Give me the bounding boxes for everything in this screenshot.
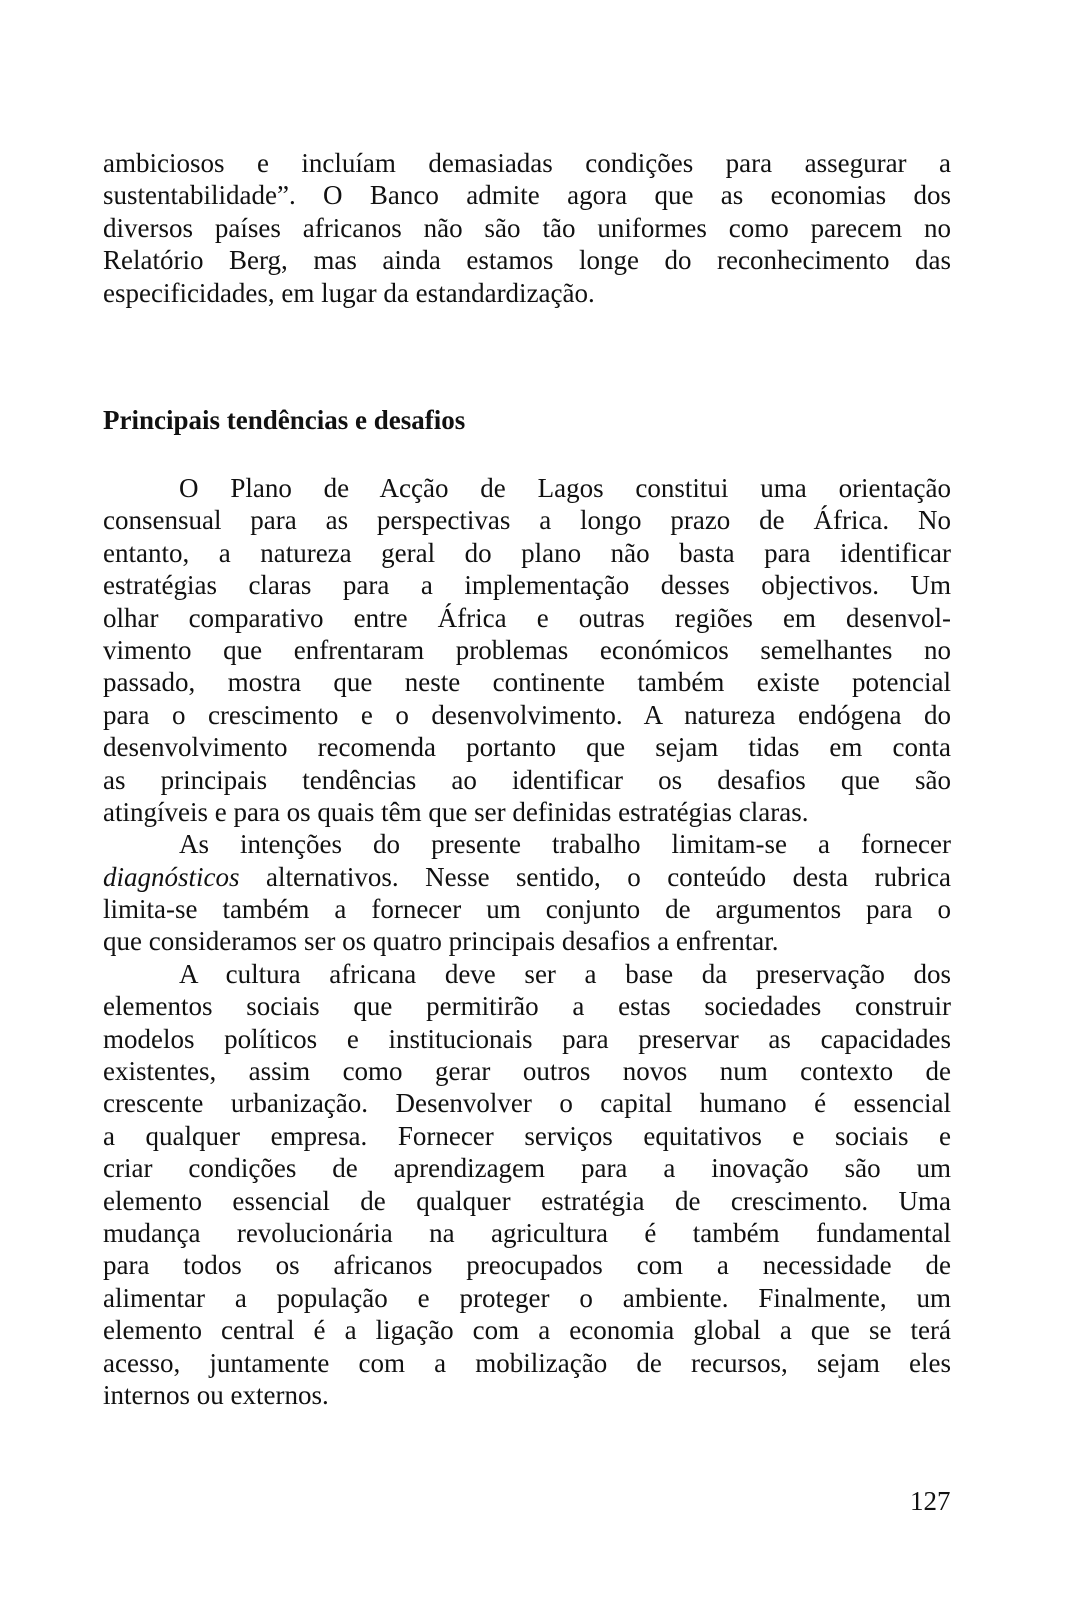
text-line: sustentabilidade”. O Banco admite agora que as economias dos [103, 180, 951, 211]
text-line: internos ou externos. [103, 1379, 329, 1410]
text-line: para todos os africanos preocupados com a necessidade de [103, 1250, 951, 1281]
text-line: as principais tendências ao identificar os desafios que são [103, 764, 951, 795]
page-number: 127 [910, 1486, 951, 1516]
text-line: acesso, juntamente com a mobilização de recursos, sejam eles [103, 1347, 951, 1378]
text-line: diversos países africanos não são tão uniformes como parecem no [103, 212, 951, 243]
body-text [103, 472, 951, 1411]
paragraph [103, 472, 951, 828]
paragraph [103, 958, 951, 1411]
text-line: criar condições de aprendizagem para a inovação são um [103, 1153, 951, 1184]
text-line: olhar comparativo entre África e outras regiões em desenvol- [103, 602, 951, 633]
text-line: elemento essencial de qualquer estratégia de crescimento. Uma [103, 1185, 951, 1216]
text-line: elementos sociais que permitirão a estas sociedades construir [103, 991, 951, 1022]
text-line: Relatório Berg, mas ainda estamos longe do reconhecimento das [103, 245, 951, 276]
text-line: a qualquer empresa. Fornecer serviços equitativos e sociais e [103, 1120, 951, 1151]
text-line: vimento que enfrentaram problemas económicos semelhantes no [103, 634, 951, 665]
section-heading: Principais tendências e desafios [103, 405, 466, 435]
paragraph [103, 828, 951, 958]
text-line: estratégias claras para a implementação desses objectivos. Um [103, 570, 951, 601]
text-line: As intenções do presente trabalho limitam-se a fornecer [179, 829, 951, 860]
text-line: alimentar a população e proteger o ambiente. Finalmente, um [103, 1282, 951, 1313]
text-line: especificidades, em lugar da estandardização. [103, 277, 595, 308]
text-line: desenvolvimento recomenda portanto que sejam tidas em conta [103, 732, 951, 763]
text-line: consensual para as perspectivas a longo prazo de África. No [103, 505, 951, 536]
text-line: que consideramos ser os quatro principais desafios a enfrentar. [103, 926, 779, 957]
text-line: existentes, assim como gerar outros novos num contexto de [103, 1056, 951, 1087]
text-line: mudança revolucionária na agricultura é também fundamental [103, 1217, 951, 1248]
text-line: limita-se também a fornecer um conjunto de argumentos para o [103, 894, 951, 925]
text-line: O Plano de Acção de Lagos constitui uma orientação [179, 473, 951, 503]
intro-paragraph [103, 147, 951, 309]
text-line: A cultura africana deve ser a base da preservação dos [179, 958, 951, 989]
text-line: passado, mostra que neste continente também existe potencial [103, 667, 951, 698]
text-line: para o crescimento e o desenvolvimento. A natureza endógena do [103, 699, 951, 730]
text-line: elemento central é a ligação com a economia global a que se terá [103, 1315, 951, 1346]
text-line: diagnósticos alternativos. Nesse sentido, o conteúdo desta rubrica [103, 861, 951, 892]
text-line: crescente urbanização. Desenvolver o capital humano é essencial [103, 1088, 951, 1119]
text-line: ambiciosos e incluíam demasiadas condições para assegurar a [103, 148, 951, 178]
text-line: atingíveis e para os quais têm que ser definidas estratégias claras. [103, 796, 809, 827]
italic-term: diagnósticos [103, 861, 240, 892]
text-line: entanto, a natureza geral do plano não basta para identificar [103, 537, 951, 568]
text-line: modelos políticos e institucionais para preservar as capacidades [103, 1023, 951, 1054]
